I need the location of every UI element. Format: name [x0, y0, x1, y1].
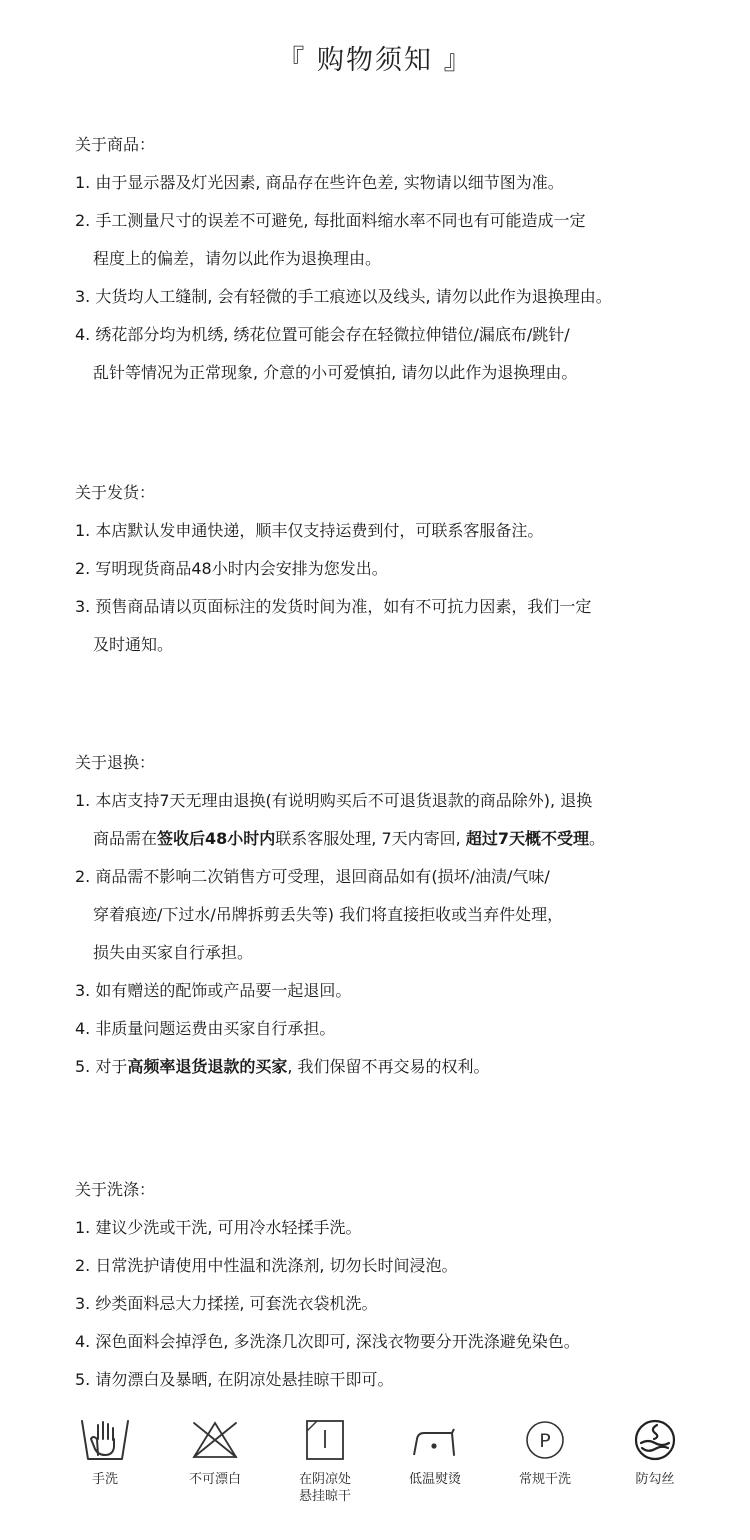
- item-line: [75, 1019, 725, 1039]
- item-line: [75, 597, 725, 617]
- emphasis-text: 高频率退货退款的买家: [127, 1057, 288, 1076]
- section-product: [75, 135, 725, 383]
- item-line: [75, 1218, 725, 1238]
- item-text: 5. 对于: [75, 1057, 128, 1076]
- item-list: [75, 791, 725, 1077]
- list-item: [75, 521, 725, 541]
- no-bleach-icon: [188, 1415, 242, 1463]
- list-item: [75, 867, 725, 963]
- dry-clean-icon: [518, 1415, 572, 1463]
- care-label: 常规干洗: [518, 1472, 571, 1487]
- list-item: [75, 287, 725, 307]
- item-text: 3. 预售商品请以页面标注的发货时间为准，如有不可抗力因素，我们一定: [75, 597, 592, 616]
- section-washing: [75, 1180, 725, 1390]
- item-line: [75, 1332, 725, 1352]
- care-item: [500, 1415, 590, 1515]
- list-item: [75, 1218, 725, 1238]
- section-shipping: [75, 483, 725, 655]
- care-label: 在阴凉处 悬挂晾干: [298, 1472, 351, 1504]
- section-title: 关于退换：: [75, 753, 156, 772]
- care-label: 低温熨烫: [408, 1472, 461, 1487]
- care-label: 防勾丝: [635, 1472, 675, 1487]
- item-line: [75, 1057, 725, 1077]
- item-line: [75, 521, 725, 541]
- item-text: 3. 纱类面料忌大力揉搓, 可套洗衣袋机洗。: [75, 1294, 378, 1313]
- care-item: [610, 1415, 700, 1515]
- item-text: 穿着痕迹/下过水/吊牌拆剪丢失等) 我们将直接拒收或当弃件处理，: [93, 905, 564, 924]
- item-text: 1. 本店默认发申通快递，顺丰仅支持运费到付，可联系客服备注。: [75, 521, 544, 540]
- item-text: 1. 本店支持7天无理由退换(有说明购买后不可退货退款的商品除外), 退换: [75, 791, 593, 810]
- item-text: 2. 商品需不影响二次销售方可受理，退回商品如有(损坏/油渍/气味/: [75, 867, 550, 886]
- item-text: 乱针等情况为正常现象, 介意的小可爱慎拍, 请勿以此作为退换理由。: [93, 363, 578, 382]
- item-text: 商品需在: [93, 829, 158, 848]
- item-line: [75, 829, 725, 849]
- section-title: 关于商品：: [75, 135, 156, 154]
- item-list: [75, 521, 725, 655]
- section-title: 关于洗涤：: [75, 1180, 156, 1199]
- emphasis-text: 签收后48小时内: [157, 829, 276, 848]
- section-returns: [75, 753, 725, 1077]
- anti-snag-icon: [628, 1415, 682, 1463]
- care-icons-row: [60, 1415, 700, 1515]
- item-line: [75, 791, 725, 811]
- item-text: 2. 写明现货商品48小时内会安排为您发出。: [75, 559, 388, 578]
- line-dry-shade-icon: [298, 1415, 352, 1463]
- item-text: 2. 手工测量尺寸的误差不可避免, 每批面料缩水率不同也有可能造成一定: [75, 211, 586, 230]
- care-item: [280, 1415, 370, 1515]
- page-title: 『 购物须知 』: [277, 45, 473, 76]
- care-item: [390, 1415, 480, 1515]
- low-iron-icon: [408, 1415, 462, 1463]
- item-text: 联系客服处理, 7天内寄回,: [275, 829, 466, 848]
- item-text: 1. 由于显示器及灯光因素, 商品存在些许色差, 实物请以细节图为准。: [75, 173, 564, 192]
- list-item: [75, 1294, 725, 1314]
- item-text: 3. 如有赠送的配饰或产品要一起退回。: [75, 981, 352, 1000]
- item-text: 3. 大货均人工缝制, 会有轻微的手工痕迹以及线头, 请勿以此作为退换理由。: [75, 287, 612, 306]
- care-label: 不可漂白: [188, 1472, 241, 1487]
- list-item: [75, 325, 725, 383]
- item-text: , 我们保留不再交易的权利。: [287, 1057, 490, 1076]
- list-item: [75, 211, 725, 269]
- list-item: [75, 1332, 725, 1352]
- care-item: [170, 1415, 260, 1515]
- item-text: 4. 绣花部分均为机绣, 绣花位置可能会存在轻微拉伸错位/漏底布/跳针/: [75, 325, 570, 344]
- care-label: 手洗: [91, 1472, 118, 1487]
- item-text: 2. 日常洗护请使用中性温和洗涤剂, 切勿长时间浸泡。: [75, 1256, 458, 1275]
- list-item: [75, 981, 725, 1001]
- list-item: [75, 1019, 725, 1039]
- item-line: [75, 249, 725, 269]
- list-item: [75, 173, 725, 193]
- item-line: [75, 363, 725, 383]
- list-item: [75, 1256, 725, 1276]
- item-line: [75, 1370, 725, 1390]
- item-list: [75, 1218, 725, 1390]
- list-item: [75, 559, 725, 579]
- item-line: [75, 1294, 725, 1314]
- emphasis-text: 超过7天概不受理: [465, 829, 589, 848]
- item-line: [75, 981, 725, 1001]
- item-line: [75, 905, 725, 925]
- item-text: 及时通知。: [93, 635, 174, 654]
- item-text: 4. 非质量问题运费由买家自行承担。: [75, 1019, 336, 1038]
- list-item: [75, 1370, 725, 1390]
- item-text: 4. 深色面料会掉浮色, 多洗涤几次即可, 深浅衣物要分开洗涤避免染色。: [75, 1332, 580, 1351]
- item-line: [75, 635, 725, 655]
- item-text: 损失由买家自行承担。: [93, 943, 254, 962]
- item-line: [75, 943, 725, 963]
- svg-text:P: P: [539, 1430, 551, 1452]
- item-line: [75, 867, 725, 887]
- item-text: 5. 请勿漂白及暴晒, 在阴凉处悬挂晾干即可。: [75, 1370, 394, 1389]
- item-line: [75, 325, 725, 345]
- item-text: 1. 建议少洗或干洗, 可用冷水轻揉手洗。: [75, 1218, 362, 1237]
- item-line: [75, 211, 725, 231]
- item-line: [75, 559, 725, 579]
- item-text: 。: [588, 829, 605, 848]
- section-title: 关于发货：: [75, 483, 156, 502]
- item-line: [75, 1256, 725, 1276]
- list-item: [75, 1057, 725, 1077]
- care-item: [60, 1415, 150, 1515]
- list-item: [75, 597, 725, 655]
- item-list: [75, 173, 725, 383]
- hand-wash-icon: [78, 1415, 132, 1463]
- item-text: 程度上的偏差，请勿以此作为退换理由。: [93, 249, 382, 268]
- list-item: [75, 791, 725, 849]
- item-line: [75, 173, 725, 193]
- item-line: [75, 287, 725, 307]
